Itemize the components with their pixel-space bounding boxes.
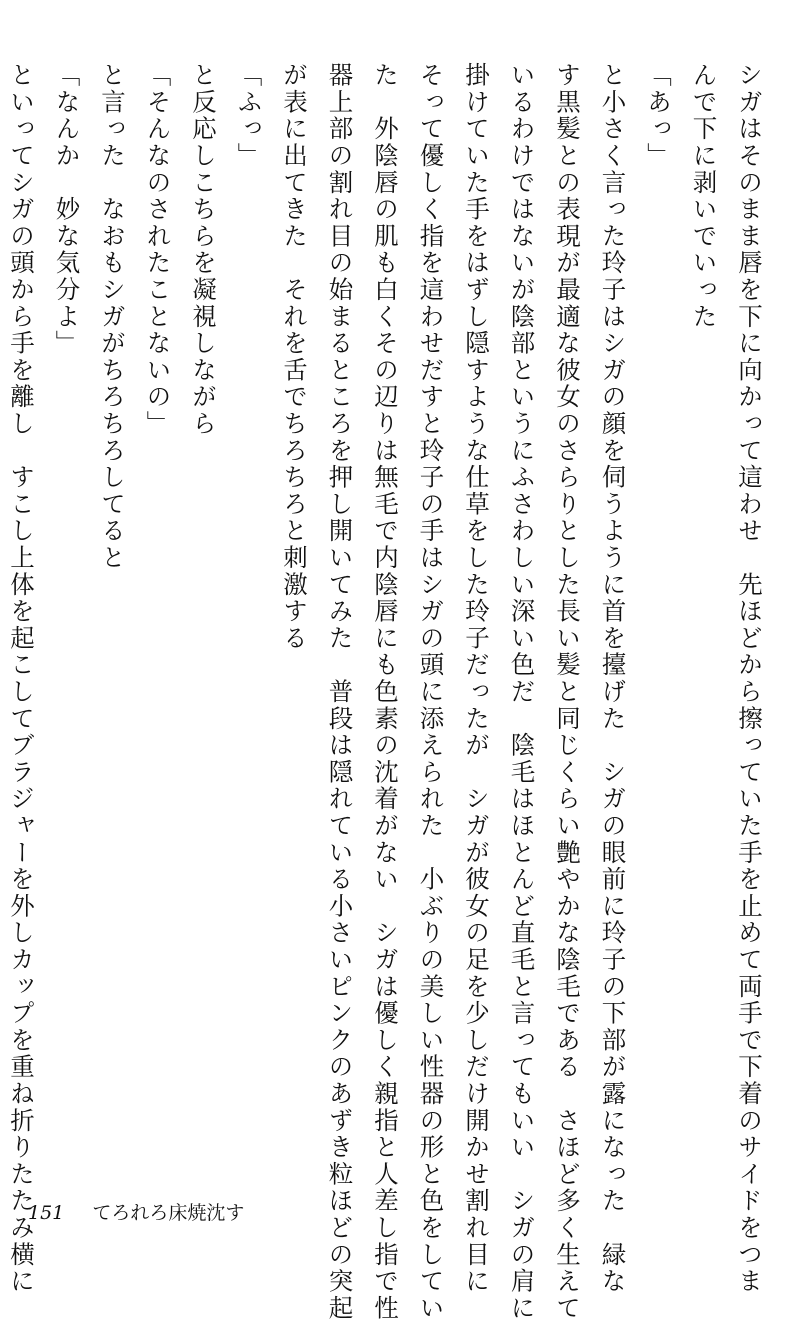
running-title: てろれろ床焼沈す (92, 1202, 245, 1224)
text-line-2: んで下に剥いでいった (689, 62, 719, 330)
page-footer (28, 1198, 244, 1225)
text-line-17: といってシガの頭から手を離し すこし上体を起こしてブラジャーを外しカップを重ね折りたたみ横に (7, 62, 36, 1295)
text-line-11: が表に出てきた それを舌でちろちろと刺激する (280, 62, 309, 652)
text-line-4: と小さく言った玲子はシガの顔を伺うように首を擡げた シガの眼前に玲子の下部が露になった 緑な (598, 62, 628, 1295)
text-line-1: シガはそのまま唇を下に向かって這わせ 先ほどから擦っていた手を止めて両手で下着のサイドをつま (735, 62, 764, 1295)
text-line-14: 「そんなのされたことないの」 (143, 62, 173, 438)
text-line-16: 「なんか 妙な気分よ」 (52, 62, 82, 357)
text-line-5: す黒髪との表現が最適な彼女のさらりとした長い髪と同じくらい艶やかな陰毛である さほど多く生えて (553, 62, 582, 1322)
text-line-3: 「あっ」 (644, 62, 673, 170)
text-line-13: と反応しこちらを凝視しながら (189, 62, 218, 438)
text-line-15: と言った なおもシガがちろちろしてると (98, 62, 127, 572)
text-line-9: た 外陰唇の肌も白くその辺りは無毛で内陰唇にも色素の沈着がない シガは優しく親指と人差し指で性 (371, 62, 400, 1322)
text-line-8: そって優しく指を這わせだすと玲子の手はシガの頭に添えられた 小ぶりの美しい性器の形と色をしてい (416, 62, 446, 1322)
text-line-10: 器上部の割れ目の始まるところを押し開いてみた 普段は隠れている小さいピンクのあずき粒ほどの突起 (325, 62, 355, 1322)
text-line-7: 掛けていた手をはずし隠すような仕草をした玲子だったが シガが彼女の足を少しだけ開かせ割れ目に (462, 62, 491, 1295)
page-number: 151 (28, 1202, 65, 1224)
text-line-6: いるわけではないが陰部というにふさわしい深い色だ 陰毛はほとんど直毛と言ってもいい シガの肩に (507, 62, 537, 1322)
text-line-12: 「ふっ」 (234, 62, 264, 170)
